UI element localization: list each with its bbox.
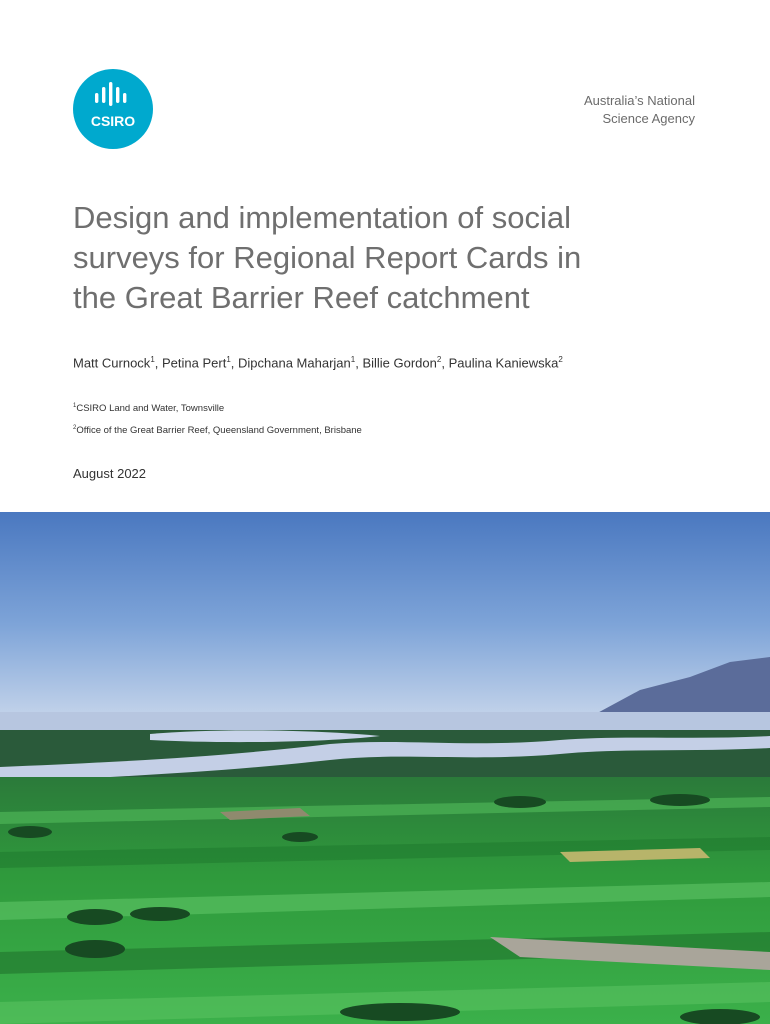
affiliation-text: Office of the Great Barrier Reef, Queensland Government, Brisbane <box>76 425 362 437</box>
author-affiliation: 1 <box>350 355 356 364</box>
agency-line-2: Science Agency <box>602 111 695 126</box>
author-list: Matt Curnock$^1$, Petina Pert$^1$, Dipchana Maharjan$^1$, Billie Gordon$^2$, Paulina Kaniewska$^2$ <box>73 355 563 371</box>
author-name: Matt Curnock <box>73 355 151 371</box>
agency-line-1: Australia’s National <box>583 93 695 108</box>
title-line-3: the Great Barrier Reef catchment <box>73 280 530 315</box>
author-name: Billie Gordon <box>362 355 437 371</box>
document-title <box>73 198 693 318</box>
svg-text:CSIRO: CSIRO <box>90 113 136 129</box>
affiliation-1 <box>73 403 224 414</box>
title-line-1: Design and implementation of social <box>73 200 571 235</box>
author-affiliation: 1 <box>226 355 231 364</box>
csiro-logo <box>73 69 153 149</box>
affiliation-number: 2 <box>73 425 77 431</box>
author-name: Dipchana Maharjan <box>238 355 351 371</box>
title-line-2: surveys for Regional Report Cards in <box>73 240 582 275</box>
publication-date: August 2022 <box>73 466 147 481</box>
agency-tagline <box>584 92 695 128</box>
affiliation-number: 1 <box>73 403 77 409</box>
affiliation-text: CSIRO Land and Water, Townsville <box>76 403 225 415</box>
author-affiliation: 2 <box>436 355 442 364</box>
author-affiliation: 2 <box>558 355 563 364</box>
author-name: Paulina Kaniewska <box>448 355 559 371</box>
author-name: Petina Pert <box>162 355 227 371</box>
author-affiliation: 1 <box>150 355 155 364</box>
aerial-landscape-photo <box>0 512 770 1024</box>
affiliation-2 <box>73 425 362 436</box>
